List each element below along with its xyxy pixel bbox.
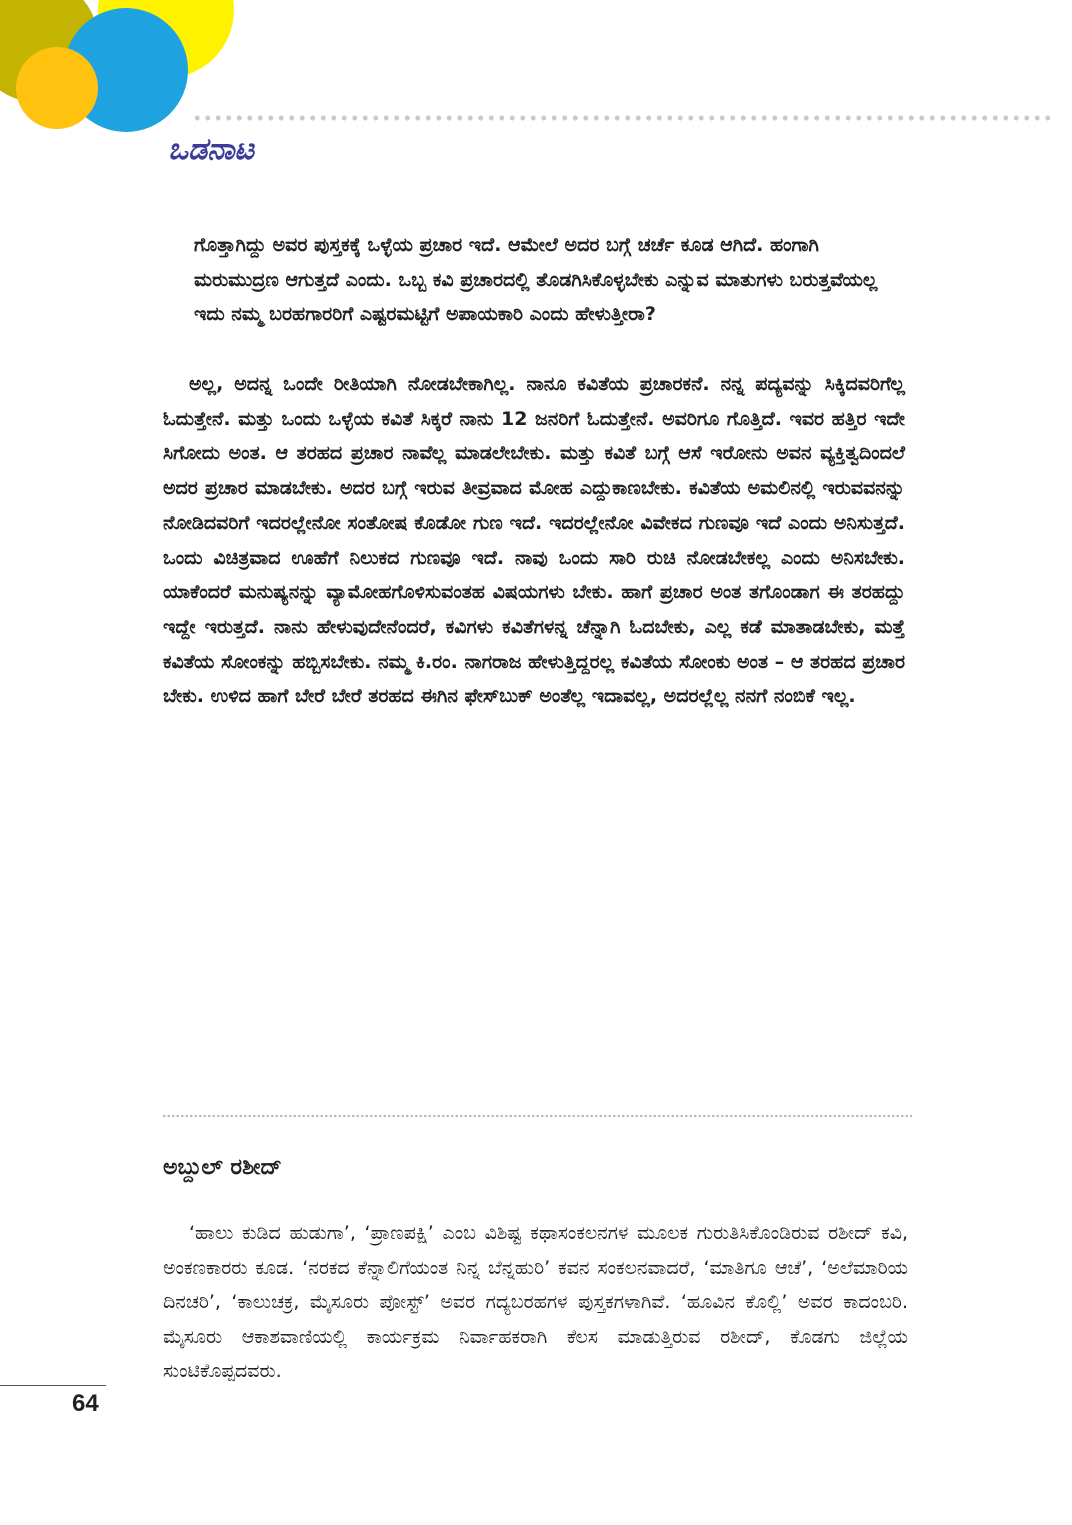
interview-answer: ಅಲ್ಲ, ಅದನ್ನ ಒಂದೇ ರೀತಿಯಾಗಿ ನೋಡಬೇಕಾಗಿಲ್ಲ. ನಾನೂ ಕವಿತೆಯ ಪ್ರಚಾರಕನೆ. ನನ್ನ ಪದ್ಯವನ್ನು ಸಿಕ್ಕಿದವರಿಗೆಲ್ಲ ಓದುತ್ತೇನೆ. ಮತ್ತು ಒಂದು ಒಳ್ಳೆಯ ಕವಿತೆ ಸಿಕ್ಕರೆ ನಾನು 12 ಜನರಿಗೆ ಓದುತ್ತೇನೆ. ಅವರಿಗೂ ಗೊತ್ತಿದೆ. ಇವರ ಹತ್ತಿರ ಇದೇ ಸಿಗೋದು ಅಂತ. ಆ ತರಹದ ಪ್ರಚಾರ ನಾವೆಲ್ಲ ಮಾಡಲೇಬೇಕು. ಮತ್ತು ಕವಿತೆ ಬಗ್ಗೆ ಆಸೆ ಇರೋನು ಅವನ ವ್ಯಕ್ತಿತ್ವದಿಂದಲೆ ಅದರ ಪ್ರಚಾರ ಮಾಡಬೇಕು. ಅದರ ಬಗ್ಗೆ ಇರುವ ತೀವ್ರವಾದ ಮೋಹ ಎದ್ದುಕಾಣಬೇಕು. ಕವಿತೆಯ ಅಮಲಿನಲ್ಲಿ ಇರುವವನನ್ನು ನೋಡಿದವರಿಗೆ ಇದರಲ್ಲೇನೋ ಸಂತೋಷ ಕೊಡೋ ಗುಣ ಇದೆ. ಇದರಲ್ಲೇನೋ ವಿವೇಕದ ಗುಣವೂ ಇದೆ ಎಂದು ಅನಿಸುತ್ತದೆ. ಒಂದು ವಿಚಿತ್ರವಾದ ಊಹೆಗೆ ನಿಲುಕದ ಗುಣವೂ ಇದೆ. ನಾವು ಒಂದು ಸಾರಿ ರುಚಿ ನೋಡಬೇಕಲ್ಲ ಎಂದು ಅನಿಸಬೇಕು. ಯಾಕೆಂದರೆ ಮನುಷ್ಯನನ್ನು ವ್ಯಾಮೋಹಗೊಳಿಸುವಂತಹ ವಿಷಯಗಳು ಬೇಕು. ಹಾಗೆ ಪ್ರಚಾರ ಅಂತ ತಗೊಂಡಾಗ ಈ ತರಹದ್ದು ಇದ್ದೇ ಇರುತ್ತದೆ. ನಾನು ಹೇಳುವುದೇನೆಂದರೆ, ಕವಿಗಳು ಕವಿತೆಗಳನ್ನ ಚೆನ್ನಾಗಿ ಓದಬೇಕು, ಎಲ್ಲ ಕಡೆ ಮಾತಾಡಬೇಕು, ಮತ್ತೆ ಕವಿತೆಯ ಸೋಂಕನ್ನು ಹಬ್ಬಿಸಬೇಕು. ನಮ್ಮ ಕಿ.ರಂ. ನಾಗರಾಜ ಹೇಳುತ್ತಿದ್ದರಲ್ಲ ಕವಿತೆಯ ಸೋಂಕು ಅಂತ – ಆ ತರಹದ ಪ್ರಚಾರ ಬೇಕು. ಉಳಿದ ಹಾಗೆ ಬೇರೆ ಬೇರೆ ತರಹದ ಈಗಿನ ಫೇಸ್‌ಬುಕ್ ಅಂತೆಲ್ಲ ಇದಾವಲ್ಲ, ಅದರಲ್ಲೆಲ್ಲ ನನಗೆ ನಂಬಿಕೆ ಇಲ್ಲ.: [163, 373, 905, 708]
author-name: ಅಬ್ದುಲ್ ರಶೀದ್: [163, 1155, 282, 1180]
top-dotted-divider: [192, 114, 1052, 122]
section-title: ಒಡನಾಟ: [168, 132, 255, 167]
interview-question: ಗೊತ್ತಾಗಿದ್ದು ಅವರ ಪುಸ್ತಕಕ್ಕೆ ಒಳ್ಳೆಯ ಪ್ರಚಾರ ಇದೆ. ಆಮೇಲೆ ಅದರ ಬಗ್ಗೆ ಚರ್ಚೆ ಕೂಡ ಆಗಿದೆ. ಹಂಗಾಗಿ ಮರುಮುದ್ರಣ ಆಗುತ್ತದೆ ಎಂದು. ಒಬ್ಬ ಕವಿ ಪ್ರಚಾರದಲ್ಲಿ ತೊಡಗಿಸಿಕೊಳ್ಳಬೇಕು ಎನ್ನುವ ಮಾತುಗಳು ಬರುತ್ತವೆಯಲ್ಲ ಇದು ನಮ್ಮ ಬರಹಗಾರರಿಗೆ ಎಷ್ಟರಮಟ್ಟಿಗೆ ಅಪಾಯಕಾರಿ ಎಂದು ಹೇಳುತ್ತೀರಾ?: [194, 234, 878, 325]
orange-circle: [16, 47, 98, 129]
author-bio: ‘ಹಾಲು ಕುಡಿದ ಹುಡುಗಾ’, ‘ಪ್ರಾಣಪಕ್ಷಿ’ ಎಂಬ ವಿಶಿಷ್ಟ ಕಥಾಸಂಕಲನಗಳ ಮೂಲಕ ಗುರುತಿಸಿಕೊಂಡಿರುವ ರಶೀದ್ ಕವಿ, ಅಂಕಣಕಾರರು ಕೂಡ. ‘ನರಕದ ಕೆನ್ನಾಲಿಗೆಯಂತ ನಿನ್ನ ಬೆನ್ನಹುರಿ’ ಕವನ ಸಂಕಲನವಾದರೆ, ‘ಮಾತಿಗೂ ಆಚೆ’, ‘ಅಲೆಮಾರಿಯ ದಿನಚರಿ’, ‘ಕಾಲುಚಕ್ರ, ಮೈಸೂರು ಪೋಸ್ಟ್’ ಅವರ ಗದ್ಯಬರಹಗಳ ಪುಸ್ತಕಗಳಾಗಿವೆ. ‘ಹೂವಿನ ಕೊಲ್ಲಿ’ ಅವರ ಕಾದಂಬರಿ. ಮೈಸೂರು ಆಕಾಶವಾಣಿಯಲ್ಲಿ ಕಾರ್ಯಕ್ರಮ ನಿರ್ವಾಹಕರಾಗಿ ಕೆಲಸ ಮಾಡುತ್ತಿರುವ ರಶೀದ್, ಕೊಡಗು ಜಿಲ್ಲೆಯ ಸುಂಟಿಕೊಪ್ಪದವರು.: [163, 1222, 908, 1382]
author-section-divider: [162, 1114, 912, 1118]
page-number: 64: [72, 1390, 99, 1417]
page-number-rule: [0, 1385, 106, 1386]
